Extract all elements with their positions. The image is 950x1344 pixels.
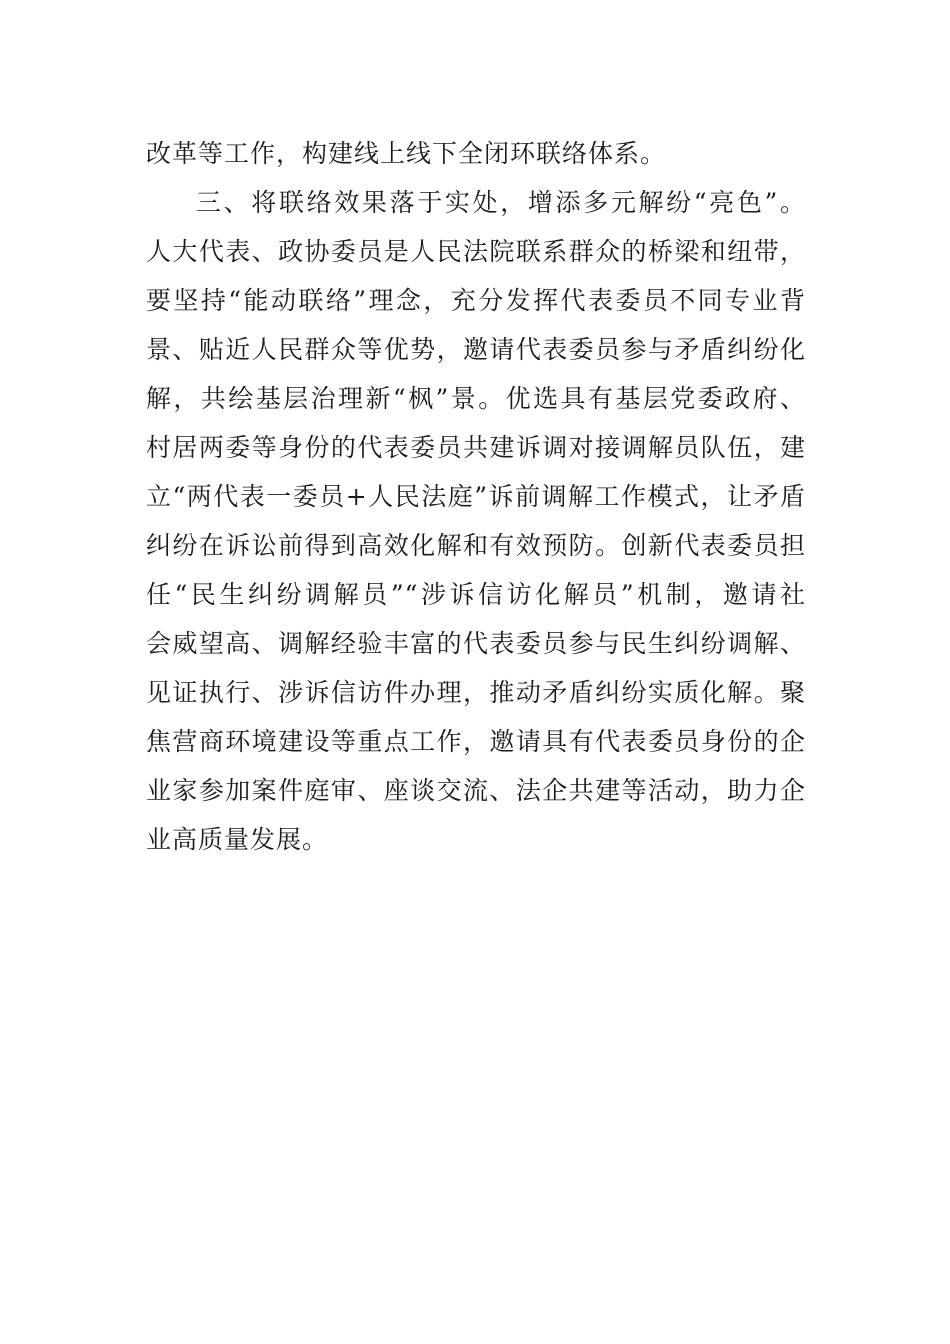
paragraph-line: 任“民生纠纷调解员”“涉诉信访化解员”机制，邀请社 [146, 580, 806, 609]
paragraph-line: 焦营商环境建设等重点工作，邀请具有代表委员身份的企 [146, 727, 806, 756]
paragraph-line: 景、贴近人民群众等优势，邀请代表委员参与矛盾纠纷化 [146, 335, 806, 364]
paragraph-line: 会威望高、调解经验丰富的代表委员参与民生纠纷调解、 [146, 629, 806, 658]
paragraph-heading-line: 三、将联络效果落于实处，增添多元解纷“亮色”。 [196, 188, 806, 217]
paragraph-line: 见证执行、涉诉信访件办理，推动矛盾纠纷实质化解。聚 [146, 678, 806, 707]
document-body [146, 129, 806, 864]
paragraph-line: 改革等工作，构建线上线下全闭环联络体系。 [146, 139, 667, 168]
paragraph-line: 人大代表、政协委员是人民法院联系群众的桥梁和纽带， [146, 237, 806, 266]
paragraph-line: 立“两代表一委员+人民法庭”诉前调解工作模式，让矛盾 [146, 482, 806, 511]
paragraph-line: 要坚持“能动联络”理念，充分发挥代表委员不同专业背 [146, 286, 806, 315]
paragraph-line: 解，共绘基层治理新“枫”景。优选具有基层党委政府、 [146, 384, 806, 413]
paragraph-line: 业高质量发展。 [146, 825, 329, 854]
paragraph-line: 村居两委等身份的代表委员共建诉调对接调解员队伍，建 [146, 433, 806, 462]
paragraph-line: 业家参加案件庭审、座谈交流、法企共建等活动，助力企 [146, 776, 806, 805]
paragraph-line: 纠纷在诉讼前得到高效化解和有效预防。创新代表委员担 [146, 531, 806, 560]
